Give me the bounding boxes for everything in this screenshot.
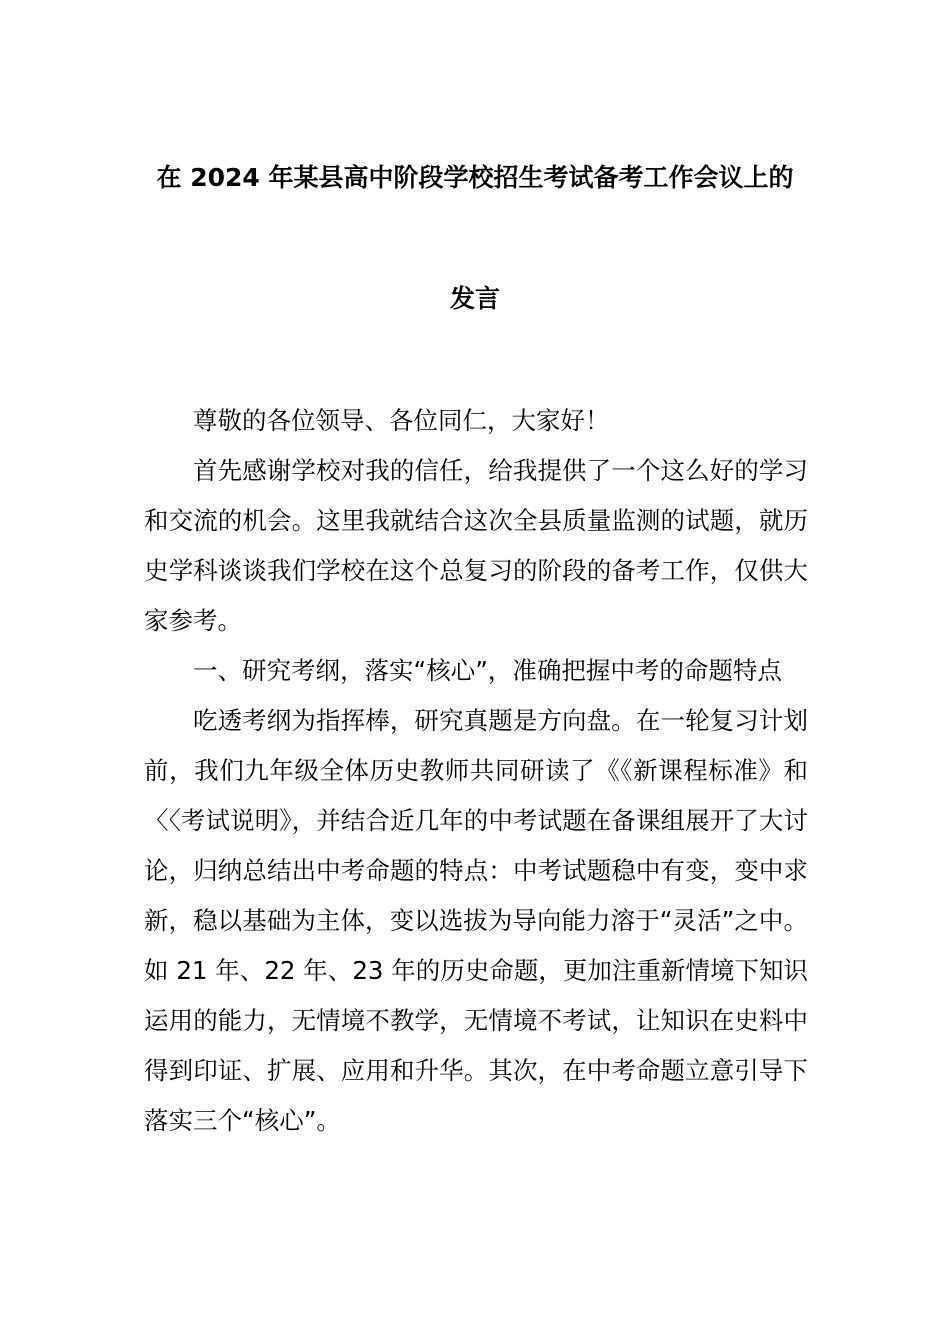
- paragraph-introduction: 首先感谢学校对我的信任，给我提供了一个这么好的学习和交流的机会。这里我就结合这次全县质量监测的试题，就历史学科谈谈我们学校在这个总复习的阶段的备考工作，仅供大家参考。: [144, 456, 808, 635]
- section-heading-1: 一、研究考纲，落实“核心”，准确把握中考的命题特点: [193, 656, 782, 685]
- paragraph-section-1: 吃透考纲为指挥棒，研究真题是方向盘。在一轮复习计划前，我们九年级全体历史教师共同研读了《《新课程标准》和〈〈考试说明》，并结合近几年的中考试题在备课组展开了大讨论，归纳总结出中考命题的特点：中考试题稳中有变，变中求新，稳以基础为主体，变以选拔为导向能力溶于“灵活”之中。如 21 年、22 年、23 年的历史命题，更加注重新情境下知识运用的能力，无情境不教学，无情境不考试，让知识在史料中得到印证、扩展、应用和升华。其次，在中考命题立意引导下落实三个“核心”。: [144, 706, 808, 1135]
- document-title-line-1: 在 2024 年某县高中阶段学校招生考试备考工作会议上的: [156, 163, 794, 192]
- document-title-line-2: 发言: [449, 284, 500, 313]
- document-body: [144, 396, 808, 1146]
- paragraph-greeting: 尊敬的各位领导、各位同仁，大家好！: [193, 406, 610, 435]
